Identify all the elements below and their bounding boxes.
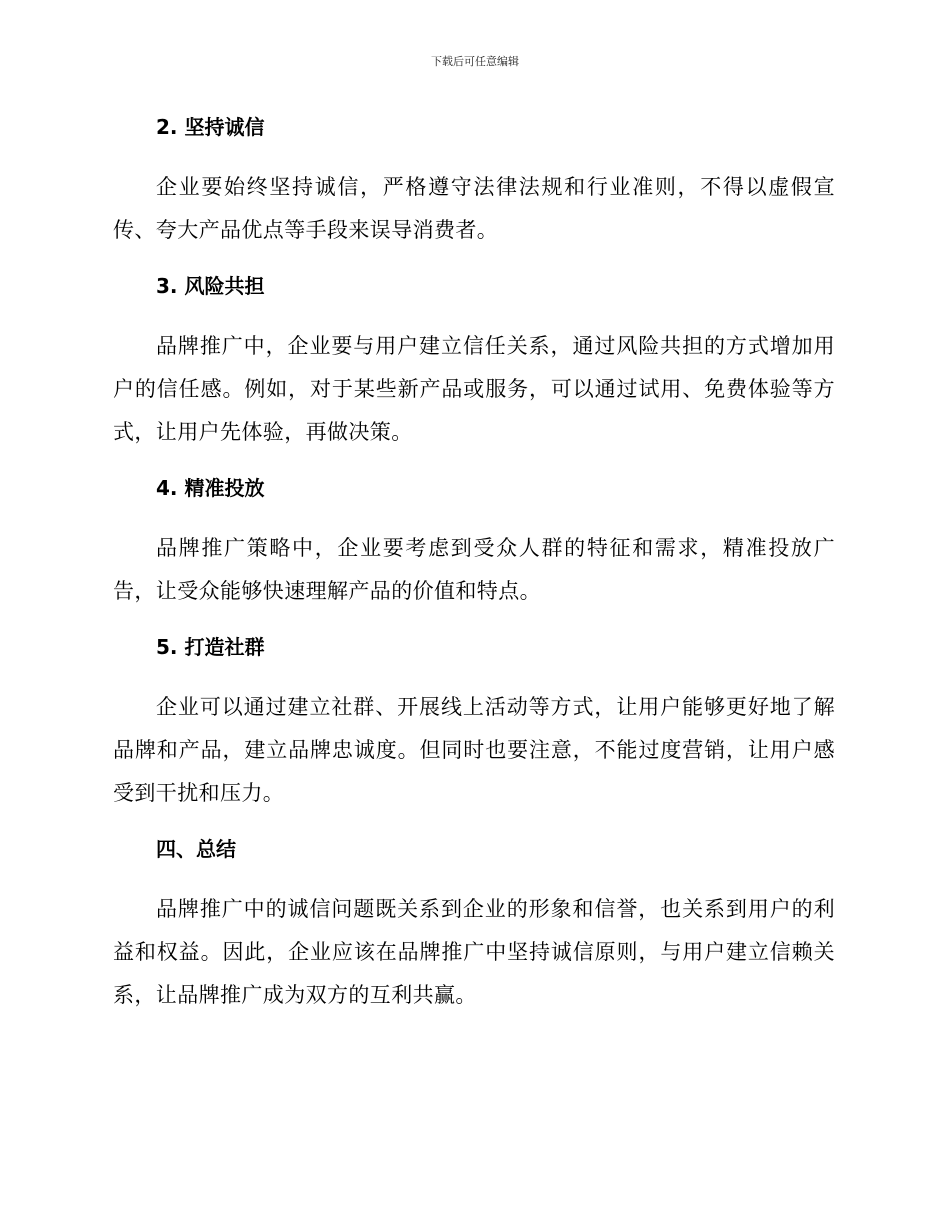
section-paragraph-risk-sharing: 品牌推广中，企业要与用户建立信任关系，通过风险共担的方式增加用户的信任感。例如，对于某些新产品或服务，可以通过试用、免费体验等方式，让用户先体验，再做决策。 [113,334,835,444]
section-heading-precise-targeting: 4. 精准投放 [156,476,265,500]
section-paragraph-precise-targeting: 品牌推广策略中，企业要考虑到受众人群的特征和需求，精准投放广告，让受众能够快速理解产品的价值和特点。 [113,536,835,603]
section-heading-summary: 四、总结 [156,837,236,861]
section-paragraph-summary: 品牌推广中的诚信问题既关系到企业的形象和信誉，也关系到用户的利益和权益。因此，企业应该在品牌推广中坚持诚信原则，与用户建立信赖关系，让品牌推广成为双方的互利共赢。 [113,897,835,1007]
section-heading-risk-sharing: 3. 风险共担 [156,274,265,298]
document-body [113,112,835,1036]
section-paragraph-community: 企业可以通过建立社群、开展线上活动等方式，让用户能够更好地了解品牌和产品，建立品牌忠诚度。但同时也要注意，不能过度营销，让用户感受到干扰和压力。 [113,695,835,805]
section-heading-community: 5. 打造社群 [156,635,265,659]
section-paragraph-integrity: 企业要始终坚持诚信，严格遵守法律法规和行业准则，不得以虚假宣传、夸大产品优点等手段来误导消费者。 [113,175,835,242]
section-heading-integrity: 2. 坚持诚信 [156,115,265,139]
page-header: 下载后可任意编辑 [431,55,519,68]
